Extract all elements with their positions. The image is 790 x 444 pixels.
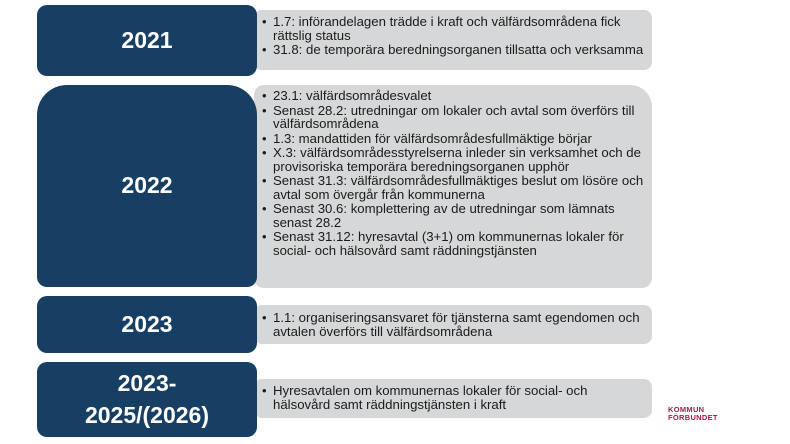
event-item: • Senast 28.2: utredningar om lokaler och avtal som överförs till välfärdsområdena [260, 104, 644, 131]
year-box-2022 [37, 85, 257, 287]
year-label: 2023- 2025/(2026) [84, 370, 210, 428]
event-list [256, 305, 652, 338]
year-box-2021 [37, 5, 257, 76]
logo-line-1: KOMMUN [668, 405, 705, 414]
event-item: • 1.7: införandelagen trädde i kraft och välfärdsområdena fick rättslig status [260, 15, 644, 42]
event-item: • 23.1: välfärdsområdesvalet [260, 89, 644, 103]
event-item: • X.3: välfärdsområdesstyrelserna inleder sin verksamhet och de provisoriska temporära beredningsorganen upphör [260, 146, 644, 173]
event-item: • Senast 31.12: hyresavtal (3+1) om kommunernas lokaler för social- och hälsovård samt räddningstjänsten [260, 230, 644, 257]
event-item: • Hyresavtalen om kommunernas lokaler för social- och hälsovård samt räddningstjänsten i kraft [260, 384, 644, 411]
event-list [256, 379, 652, 411]
event-item: • Senast 31.3: välfärdsområdesfullmäktiges beslut om lösöre och avtal som övergår från kommunerna [260, 174, 644, 201]
events-panel-2022 [254, 85, 652, 288]
year-label: 2021 [121, 26, 173, 53]
event-item: • 31.8: de temporära beredningsorganen tillsatta och verksamma [260, 43, 644, 57]
logo-line-2: FÖRBUNDET [668, 413, 718, 422]
year-label: 2023 [121, 310, 173, 337]
events-panel-2023-2026 [256, 379, 652, 418]
event-item: • 1.1: organiseringsansvaret för tjänsterna samt egendomen och avtalen överförs till välfärdsområdena [260, 311, 644, 338]
event-list [256, 10, 652, 57]
kommunforbundet-logo [668, 406, 744, 422]
events-panel-2023 [256, 305, 652, 344]
year-box-2023-2026 [37, 362, 257, 437]
event-list [254, 85, 652, 257]
event-item: • 1.3: mandattiden för välfärdsområdesfullmäktige börjar [260, 132, 644, 146]
event-item: • Senast 30.6: komplettering av de utredningar som lämnats senast 28.2 [260, 202, 644, 229]
events-panel-2021 [256, 10, 652, 70]
year-box-2023 [37, 296, 257, 353]
year-label: 2022 [121, 172, 173, 199]
